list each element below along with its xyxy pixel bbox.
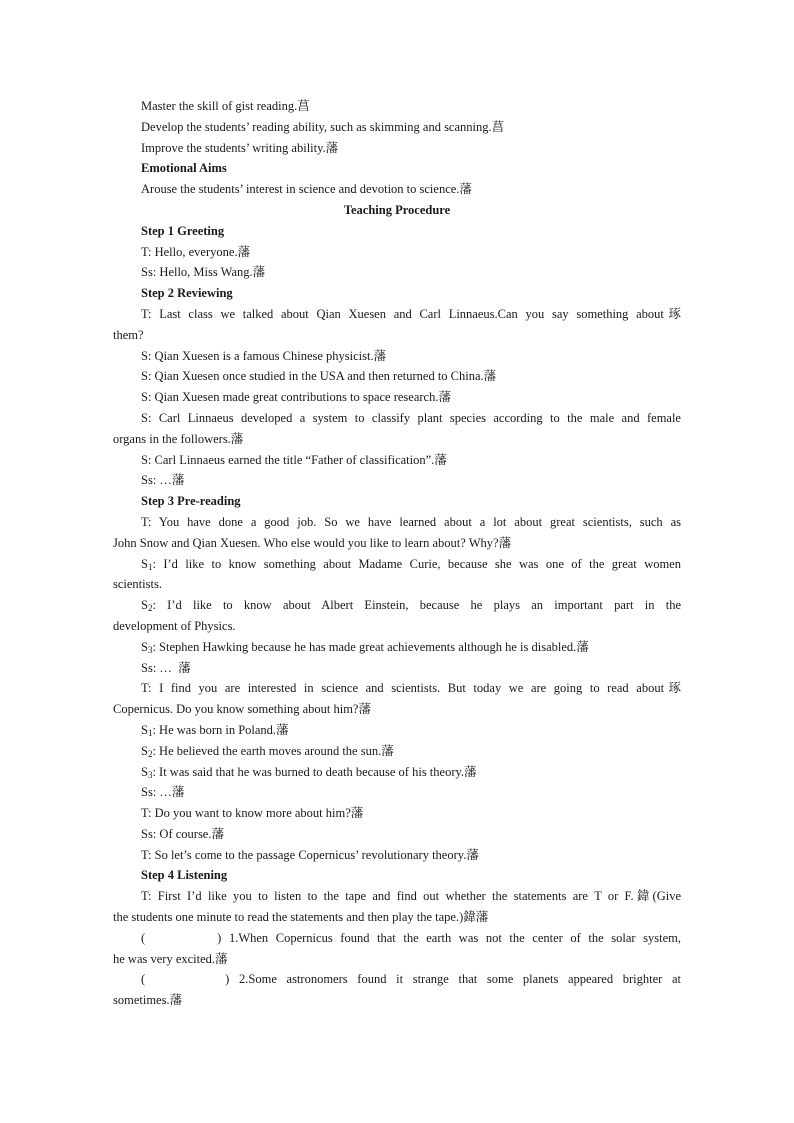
dialogue-line: S: Carl Linnaeus developed a system to classify plant species according to the male and female bbox=[141, 410, 681, 425]
speaker-subscript: 2 bbox=[147, 748, 153, 759]
answer-blank-close: ) bbox=[217, 930, 222, 945]
dialogue-line: Ss: … 藩 bbox=[141, 660, 191, 675]
speaker-subscript: 1 bbox=[147, 727, 153, 738]
dialogue-text: : It was said that he was burned to death because of his theory.藩 bbox=[152, 764, 477, 779]
dialogue-line: S: Qian Xuesen once studied in the USA and then returned to China.藩 bbox=[141, 369, 497, 384]
dialogue-line-cont: organs in the followers.藩 bbox=[113, 431, 244, 446]
dialogue-line-cont: scientists. bbox=[113, 577, 162, 592]
step4-heading: Step 4 Listening bbox=[141, 868, 228, 883]
page-content bbox=[113, 96, 681, 1011]
dialogue-line: T: Last class we talked about Qian Xuesen and Carl Linnaeus.Can you say something about琢 bbox=[141, 306, 681, 321]
dialogue-line-cont: the students one minute to read the statements and then play the tape.)鍏藩 bbox=[113, 910, 489, 925]
answer-blank-open: ( bbox=[141, 972, 146, 987]
question-cont: sometimes.藩 bbox=[113, 993, 183, 1008]
answer-blank-open: ( bbox=[141, 930, 146, 945]
dialogue-text: : I’d like to know about Albert Einstein, because he plays an important part in the bbox=[152, 598, 681, 613]
speaker-subscript: 1 bbox=[147, 561, 153, 572]
dialogue-line: T: So let’s come to the passage Copernicus’ revolutionary theory.藩 bbox=[141, 847, 479, 862]
dialogue-line: T: You have done a good job. So we have learned about a lot about great scientists, such as bbox=[141, 514, 681, 529]
aim-line: Improve the students’ writing ability.藩 bbox=[141, 140, 339, 155]
speaker-subscript: 3 bbox=[147, 769, 153, 780]
aim-line: Develop the students’ reading ability, such as skimming and scanning.菖 bbox=[141, 119, 505, 134]
dialogue-line: Ss: Hello, Miss Wang.藩 bbox=[141, 265, 266, 280]
dialogue-text: : Stephen Hawking because he has made great achievements although he is disabled.藩 bbox=[152, 639, 589, 654]
dialogue-text: : I’d like to know something about Madame Curie, because she was one of the great women bbox=[152, 556, 681, 571]
dialogue-line: Ss: Of course.藩 bbox=[141, 826, 224, 841]
dialogue-text: : He believed the earth moves around the sun.藩 bbox=[152, 743, 394, 758]
dialogue-line: $S_1$: I’d like to know something about Madame Curie, because she was one of the great women bbox=[141, 556, 681, 572]
dialogue-line: T: First I’d like you to listen to the tape and find out whether the statements are T or F.鍏(Give bbox=[141, 889, 681, 904]
dialogue-line: T: Do you want to know more about him?藩 bbox=[141, 806, 364, 821]
dialogue-line: $S_2$: I’d like to know about Albert Einstein, because he plays an important part in the bbox=[141, 598, 681, 614]
true-false-question bbox=[113, 928, 681, 949]
answer-blank-close: ) bbox=[225, 972, 230, 987]
dialogue-line: Ss: …藩 bbox=[141, 473, 185, 488]
teaching-procedure-title: Teaching Procedure bbox=[343, 202, 451, 217]
speaker-subscript: 2 bbox=[147, 603, 153, 614]
dialogue-line: T: Hello, everyone.藩 bbox=[141, 244, 251, 259]
dialogue-line-cont: them? bbox=[113, 327, 144, 342]
dialogue-line: $S_3$: It was said that he was burned to death because of his theory.藩 bbox=[141, 764, 477, 780]
dialogue-line-cont: Copernicus. Do you know something about him?藩 bbox=[113, 702, 371, 717]
true-false-question bbox=[113, 969, 681, 990]
dialogue-line: S: Qian Xuesen is a famous Chinese physicist.藩 bbox=[141, 348, 387, 363]
dialogue-line: Ss: …藩 bbox=[141, 785, 185, 800]
dialogue-text: : He was born in Poland.藩 bbox=[152, 722, 289, 737]
question-text: 1.When Copernicus found that the earth was not the center of the solar system, bbox=[228, 930, 681, 945]
dialogue-line: $S_2$: He believed the earth moves around the sun.藩 bbox=[141, 743, 394, 759]
speaker-subscript: 3 bbox=[147, 644, 153, 655]
dialogue-line-cont: development of Physics. bbox=[113, 618, 236, 633]
aim-line: Arouse the students’ interest in science and devotion to science.藩 bbox=[141, 182, 472, 197]
step1-heading: Step 1 Greeting bbox=[141, 223, 225, 238]
dialogue-line: $S_3$: Stephen Hawking because he has made great achievements although he is disabled.藩 bbox=[141, 639, 589, 655]
dialogue-line: $S_1$: He was born in Poland.藩 bbox=[141, 722, 289, 738]
question-cont: he was very excited.藩 bbox=[113, 951, 228, 966]
aim-line: Master the skill of gist reading.菖 bbox=[141, 99, 310, 113]
step3-heading: Step 3 Pre-reading bbox=[141, 494, 241, 509]
question-text: 2.Some astronomers found it strange that some planets appeared brighter at bbox=[239, 972, 681, 987]
dialogue-line-cont: John Snow and Qian Xuesen. Who else would you like to learn about? Why?藩 bbox=[113, 535, 512, 550]
dialogue-line: S: Carl Linnaeus earned the title “Father of classification”.藩 bbox=[141, 452, 447, 467]
emotional-aims-heading: Emotional Aims bbox=[141, 161, 227, 176]
dialogue-line: T: I find you are interested in science and scientists. But today we are going to read about琢 bbox=[141, 681, 681, 696]
step2-heading: Step 2 Reviewing bbox=[141, 286, 233, 301]
dialogue-line: S: Qian Xuesen made great contributions to space research.藩 bbox=[141, 390, 451, 405]
